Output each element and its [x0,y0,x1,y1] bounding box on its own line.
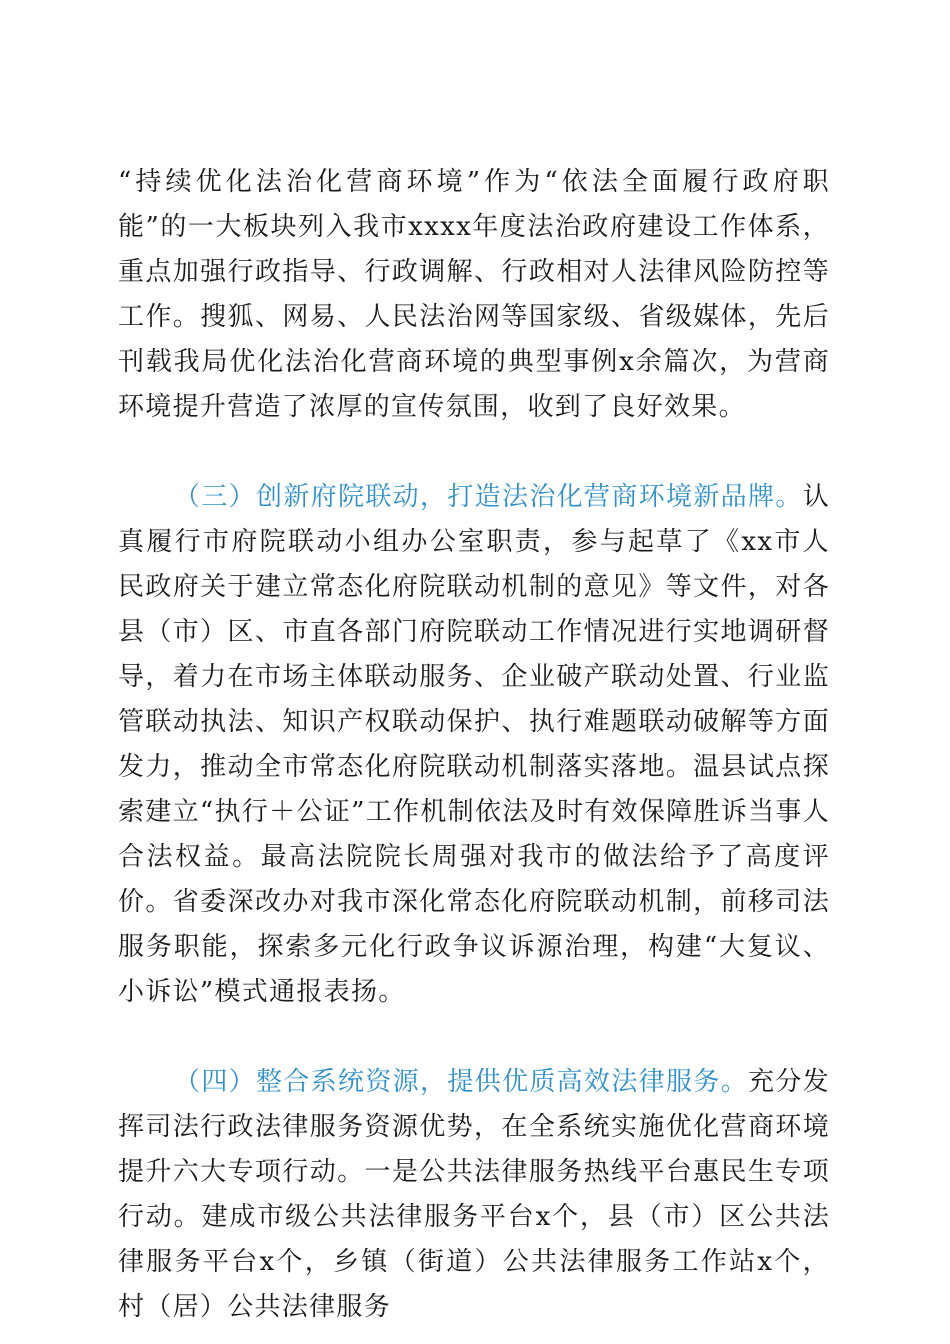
paragraph-section-4 [118,1060,830,1330]
paragraph-continuation [118,160,830,430]
document-body [118,160,830,1330]
paragraph-text: “持续优化法治化营商环境”作为“依法全面履行政府职能”的一大板块列入我市xxxx年度法治政府建设工作体系，重点加强行政指导、行政调解、行政相对人法律风险防控等工作。搜狐、网易、人民法治网等国家级、省级媒体，先后刊载我局优化法治化营商环境的典型事例x余篇次，为营商环境提升营造了浓厚的宣传氛围，收到了良好效果。 [118,167,830,422]
paragraph-gap [118,430,830,475]
paragraph-text: 充分发挥司法行政法律服务资源优势，在全系统实施优化营商环境提升六大专项行动。一是公共法律服务热线平台惠民生专项行动。建成市级公共法律服务平台x个，县（市）区公共法律服务平台x个，乡镇（街道）公共法律服务工作站x个，村（居）公共法律服务 [118,1067,830,1322]
paragraph-section-3 [118,475,830,1015]
section-heading: （四）整合系统资源，提供优质高效法律服务。 [174,1067,749,1097]
section-heading: （三）创新府院联动，打造法治化营商环境新品牌。 [174,482,803,512]
paragraph-gap [118,1015,830,1060]
paragraph-text: 认真履行市府院联动小组办公室职责，参与起草了《xx市人民政府关于建立常态化府院联动机制的意见》等文件，对各县（市）区、市直各部门府院联动工作情况进行实地调研督导，着力在市场主体联动服务、企业破产联动处置、行业监管联动执法、知识产权联动保护、执行难题联动破解等方面发力，推动全市常态化府院联动机制落实落地。温县试点探索建立“执行＋公证”工作机制依法及时有效保障胜诉当事人合法权益。最高法院院长周强对我市的做法给予了高度评价。省委深改办对我市深化常态化府院联动机制，前移司法服务职能，探索多元化行政争议诉源治理，构建“大复议、小诉讼”模式通报表扬。 [118,482,830,1007]
